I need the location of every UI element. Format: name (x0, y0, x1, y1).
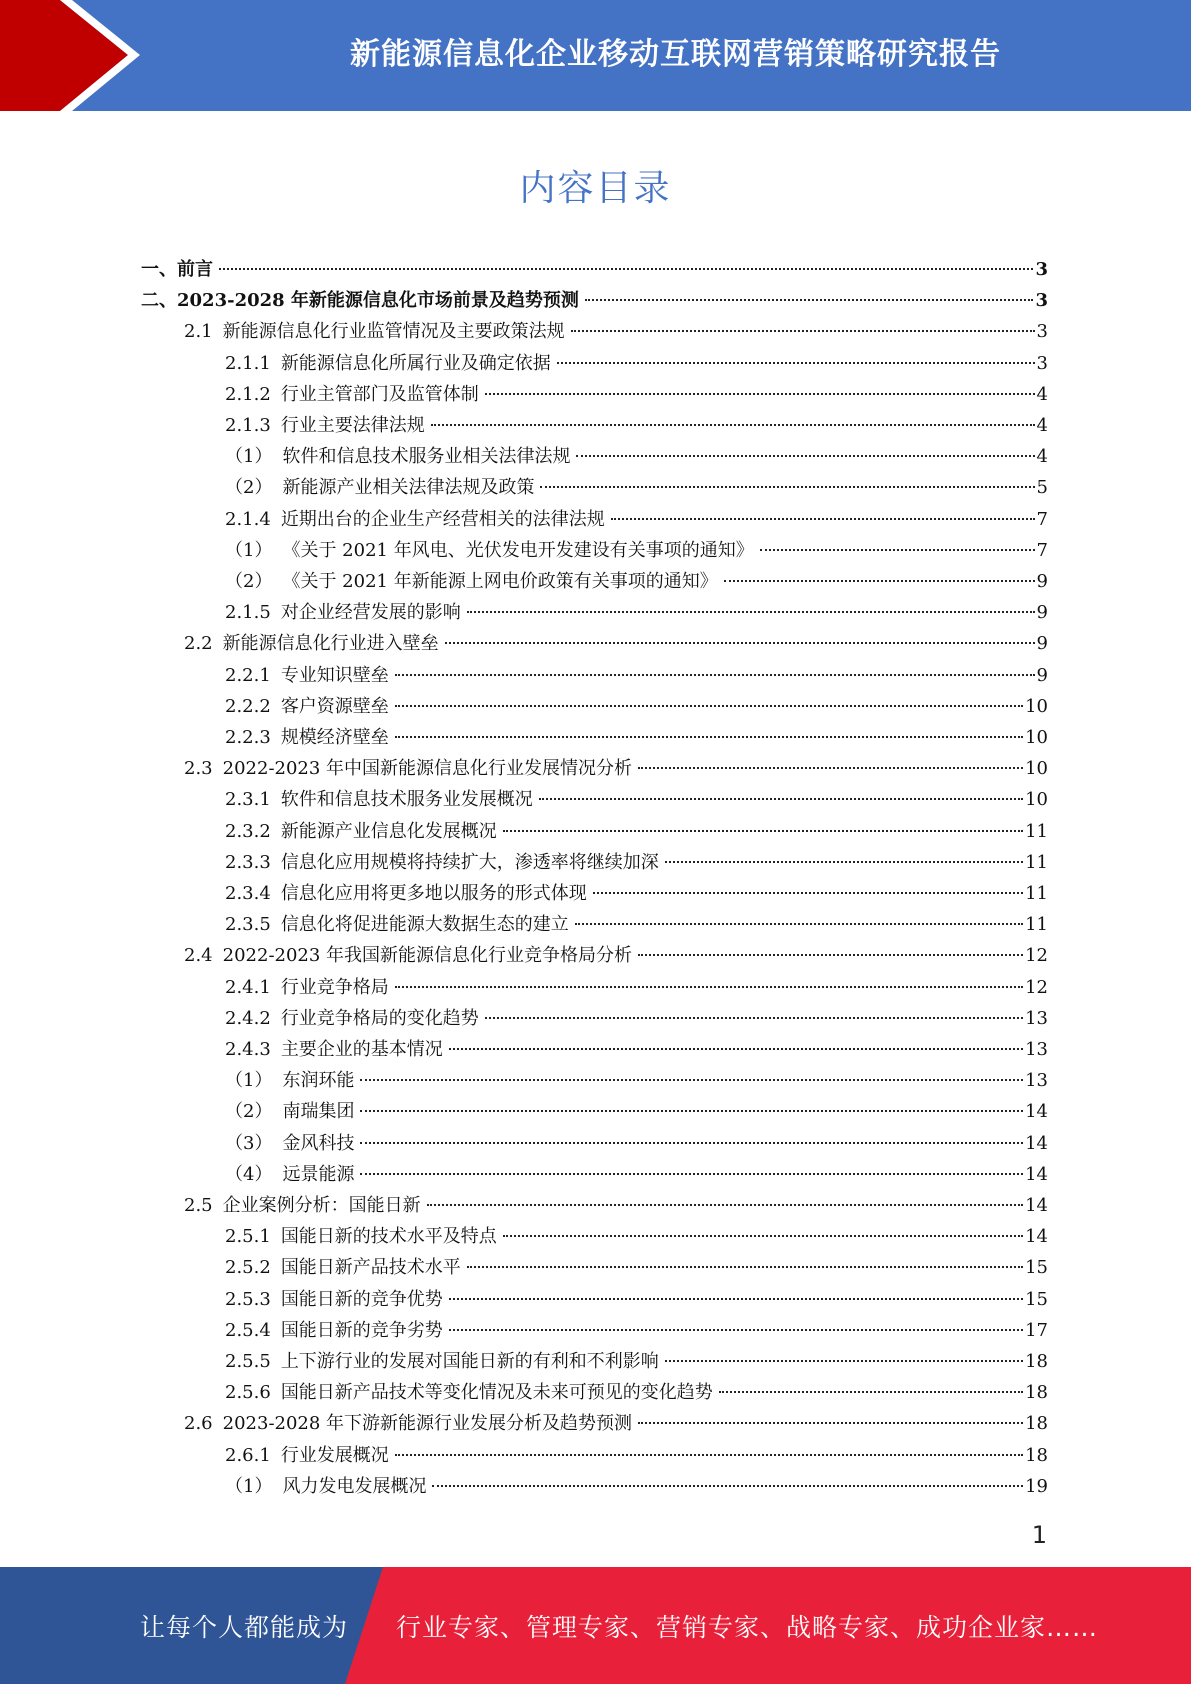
toc-entry-number: 2.5.4 (225, 1319, 271, 1341)
toc-entry[interactable] (0, 1065, 1191, 1096)
header-banner (0, 0, 1191, 111)
toc-entry[interactable] (0, 1190, 1191, 1221)
footer-slogan-left: 让每个人都能成为 (140, 1612, 349, 1642)
toc-entry[interactable] (0, 847, 1191, 878)
toc-entry-page: 3 (1036, 352, 1048, 374)
toc-entry-number: （3） (225, 1132, 273, 1154)
toc-entry-page: 10 (1025, 727, 1048, 748)
toc-dot-leader (638, 1421, 1023, 1424)
toc-entry-title: 国能日新的竞争优势 (280, 1288, 443, 1310)
toc-dot-leader (575, 922, 1023, 925)
toc-entry-title: 前言 (177, 259, 213, 280)
toc-entry-page: 4 (1036, 446, 1048, 468)
toc-entry-title: 行业主要法律法规 (280, 415, 425, 436)
toc-entry-number: 2.5.2 (225, 1257, 271, 1279)
toc-entry-number: 2.4.1 (225, 976, 271, 998)
toc-entry-title: 专业知识壁垒 (280, 664, 389, 686)
toc-dot-leader (431, 423, 1035, 426)
toc-entry-number: 2.3.5 (225, 914, 271, 936)
toc-entry-page: 10 (1025, 789, 1048, 811)
toc-entry-number: 一、 (141, 259, 177, 280)
toc-entry-title: 近期出台的企业生产经营相关的法律法规 (280, 508, 605, 530)
toc-entry-number: 2.1.3 (225, 415, 271, 436)
toc-entry-number: 2.4 (184, 945, 213, 967)
toc-entry-page: 11 (1025, 820, 1048, 842)
toc-entry-page: 9 (1036, 602, 1048, 624)
toc-entry[interactable] (0, 1128, 1191, 1159)
toc-entry-title: 上下游行业的发展对国能日新的有利和不利影响 (280, 1351, 659, 1372)
toc-entry-page: 10 (1025, 758, 1048, 780)
toc-entry-page: 11 (1025, 883, 1048, 904)
toc-entry[interactable] (0, 972, 1191, 1003)
toc-entry-number: 2.1.2 (225, 383, 271, 405)
toc-entry[interactable] (0, 691, 1191, 722)
toc-entry[interactable] (0, 660, 1191, 691)
toc-entry[interactable] (0, 1159, 1191, 1190)
toc-entry-number: （4） (225, 1163, 273, 1185)
toc-dot-leader (485, 392, 1035, 395)
toc-entry-page: 13 (1025, 1039, 1048, 1060)
toc-entry[interactable] (0, 410, 1191, 441)
toc-entry[interactable] (0, 816, 1191, 847)
toc-dot-leader (638, 953, 1023, 956)
toc-entry[interactable] (0, 1315, 1191, 1346)
toc-entry-page: 14 (1025, 1163, 1048, 1185)
toc-dot-leader (360, 1109, 1023, 1112)
toc-entry-number: 2.5.6 (225, 1382, 271, 1404)
footer-banner (0, 1567, 1191, 1684)
toc-dot-leader (449, 1328, 1023, 1331)
toc-dot-leader (760, 548, 1035, 551)
toc-entry-number: 2.3.2 (225, 820, 271, 842)
toc-entry-title: 国能日新产品技术水平 (280, 1257, 461, 1279)
toc-entry-number: 2.6.1 (225, 1444, 271, 1466)
toc-entry-title: 新能源信息化行业进入壁垒 (222, 633, 439, 655)
toc-entry-page: 4 (1036, 415, 1048, 436)
toc-entry-page: 14 (1025, 1132, 1048, 1154)
toc-entry-number: 2.2.3 (225, 727, 271, 748)
footer-slogan-right: 行业专家、管理专家、营销专家、战略专家、成功企业家…… (396, 1612, 1099, 1642)
toc-entry-title: 客户资源壁垒 (280, 695, 389, 717)
toc-entry-page: 9 (1036, 633, 1048, 655)
toc-entry[interactable] (0, 566, 1191, 597)
toc-entry-number: 2.2.1 (225, 664, 271, 686)
toc-entry-title: 风力发电发展概况 (282, 1475, 427, 1497)
toc-entry[interactable] (0, 1471, 1191, 1502)
toc-entry-number: （1） (225, 1070, 273, 1092)
toc-entry[interactable] (0, 784, 1191, 815)
toc-entry-title: 国能日新的竞争劣势 (280, 1319, 443, 1341)
toc-entry[interactable] (0, 597, 1191, 628)
toc-entry-title: 远景能源 (282, 1163, 355, 1185)
toc-entry[interactable] (0, 1034, 1191, 1065)
toc-entry-page: 14 (1025, 1195, 1048, 1216)
toc-entry-number: 2.2.2 (225, 695, 271, 717)
toc-entry-number: （1） (225, 1475, 273, 1497)
report-title: 新能源信息化企业移动互联网营销策略研究报告 (350, 36, 1001, 72)
toc-entry-number: 2.5.3 (225, 1288, 271, 1310)
toc-dot-leader (432, 1484, 1023, 1487)
toc-entry[interactable] (0, 1003, 1191, 1034)
toc-entry-title: 国能日新产品技术等变化情况及未来可预见的变化趋势 (280, 1382, 713, 1404)
toc-entry[interactable] (0, 1346, 1191, 1377)
toc-entry[interactable] (0, 535, 1191, 566)
toc-entry[interactable] (0, 441, 1191, 472)
toc-dot-leader (449, 1297, 1023, 1300)
toc-entry-number: 2.1.1 (225, 352, 271, 374)
toc-entry-title: 信息化应用规模将持续扩大，渗透率将继续加深 (280, 851, 659, 873)
toc-entry-number: 2.3.1 (225, 789, 271, 811)
toc-entry-page: 14 (1025, 1101, 1048, 1123)
toc-dot-leader (665, 1359, 1023, 1362)
toc-entry-title: 2022-2023 年中国新能源信息化行业发展情况分析 (222, 758, 633, 780)
chevron-arrow-icon (0, 0, 160, 111)
toc-dot-leader (395, 1453, 1023, 1456)
toc-entry-title: 软件和信息技术服务业相关法律法规 (282, 446, 571, 468)
toc-dot-leader (449, 1047, 1023, 1050)
toc-entry[interactable] (0, 628, 1191, 659)
toc-entry-page: 13 (1025, 1007, 1048, 1029)
toc-entry-title: 新能源产业相关法律法规及政策 (282, 477, 535, 499)
toc-entry[interactable] (0, 254, 1191, 285)
toc-dot-leader (395, 735, 1023, 738)
toc-entry[interactable] (0, 1440, 1191, 1471)
toc-entry-title: 2023-2028 年新能源信息化市场前景及趋势预测 (177, 290, 579, 312)
toc-entry-page: 7 (1036, 539, 1048, 561)
toc-entry-title: 南瑞集团 (282, 1101, 355, 1123)
toc-entry[interactable] (0, 909, 1191, 940)
toc-entry-title: 行业竞争格局的变化趋势 (280, 1007, 479, 1029)
toc-entry-title: 2023-2028 年下游新能源行业发展分析及趋势预测 (222, 1413, 633, 1435)
toc-entry-title: 行业竞争格局 (280, 976, 389, 998)
toc-entry-title: 信息化将促进能源大数据生态的建立 (280, 914, 569, 936)
toc-entry-page: 17 (1025, 1319, 1048, 1341)
toc-entry-number: （2） (225, 1101, 273, 1123)
toc-entry-page: 13 (1025, 1070, 1048, 1092)
toc-dot-leader (360, 1078, 1023, 1081)
toc-dot-leader (665, 860, 1023, 863)
toc-entry-page: 12 (1025, 976, 1048, 998)
toc-entry-number: 二、 (141, 290, 177, 312)
toc-entry-number: 2.5 (184, 1195, 213, 1216)
toc-entry-page: 3 (1035, 259, 1048, 280)
toc-entry-page: 15 (1025, 1288, 1048, 1310)
toc-entry[interactable] (0, 316, 1191, 347)
toc-entry-number: 2.4.3 (225, 1039, 271, 1060)
toc-entry[interactable] (0, 1377, 1191, 1408)
toc-dot-leader (503, 1234, 1023, 1237)
toc-dot-leader (557, 361, 1035, 364)
toc-dot-leader (445, 641, 1035, 644)
toc-entry-page: 18 (1025, 1444, 1048, 1466)
toc-entry[interactable] (0, 1252, 1191, 1283)
toc-entry[interactable] (0, 472, 1191, 503)
toc-entry[interactable] (0, 504, 1191, 535)
toc-dot-leader (638, 766, 1023, 769)
toc-entry-number: 2.1.4 (225, 508, 271, 530)
toc-entry-number: 2.5.5 (225, 1351, 271, 1372)
toc-dot-leader (719, 1390, 1023, 1393)
toc-entry[interactable] (0, 722, 1191, 753)
toc-entry-page: 9 (1036, 571, 1048, 592)
toc-dot-leader (571, 329, 1035, 332)
toc-entry-number: 2.3 (184, 758, 213, 780)
toc-entry-number: 2.1 (184, 321, 213, 343)
page-number: 1 (1031, 1521, 1047, 1549)
toc-entry-title: 东润环能 (282, 1070, 355, 1092)
toc-dot-leader (611, 517, 1035, 520)
toc-dot-leader (576, 454, 1034, 457)
toc-dot-leader (503, 829, 1023, 832)
toc-entry-title: 行业发展概况 (280, 1444, 389, 1466)
toc-entry-page: 3 (1035, 290, 1048, 312)
toc-entry-title: 信息化应用将更多地以服务的形式体现 (280, 883, 587, 904)
toc-entry-number: 2.2 (184, 633, 213, 655)
toc-entry-number: （2） (225, 477, 273, 499)
toc-dot-leader (360, 1141, 1023, 1144)
toc-entry[interactable] (0, 379, 1191, 410)
toc-entry-title: 新能源产业信息化发展概况 (280, 820, 497, 842)
toc-entry-title: 行业主管部门及监管体制 (280, 383, 479, 405)
toc-dot-leader (593, 891, 1023, 894)
toc-entry-title: 《关于 2021 年风电、光伏发电开发建设有关事项的通知》 (282, 539, 754, 561)
toc-entry[interactable] (0, 940, 1191, 971)
toc-dot-leader (395, 985, 1023, 988)
toc-dot-leader (219, 267, 1033, 270)
toc-entry-page: 7 (1036, 508, 1048, 530)
toc-entry-title: 企业案例分析：国能日新 (222, 1195, 421, 1216)
toc-entry-page: 9 (1036, 664, 1048, 686)
toc-entry-number: 2.1.5 (225, 602, 271, 624)
toc-dot-leader (540, 485, 1034, 488)
toc-entry[interactable] (0, 878, 1191, 909)
toc-entry-number: （1） (225, 446, 273, 468)
toc-entry-title: 国能日新的技术水平及特点 (280, 1226, 497, 1248)
toc-entry-page: 18 (1025, 1351, 1048, 1372)
toc-entry[interactable] (0, 1221, 1191, 1252)
toc-entry[interactable] (0, 1408, 1191, 1439)
toc-entry-number: （1） (225, 539, 273, 561)
toc-dot-leader (485, 1016, 1023, 1019)
toc-dot-leader (395, 673, 1035, 676)
toc-entry-page: 11 (1025, 914, 1048, 936)
toc-entry-number: （2） (225, 571, 273, 592)
toc-entry-title: 新能源信息化所属行业及确定依据 (280, 352, 551, 374)
toc-entry-page: 15 (1025, 1257, 1048, 1279)
toc-entry-title: 主要企业的基本情况 (280, 1039, 443, 1060)
toc-entry-page: 11 (1025, 851, 1048, 873)
toc-entry[interactable] (0, 348, 1191, 379)
toc-dot-leader (724, 579, 1035, 582)
toc-entry-title: 软件和信息技术服务业发展概况 (280, 789, 533, 811)
toc-dot-leader (360, 1172, 1023, 1175)
toc-dot-leader (467, 610, 1035, 613)
toc-dot-leader (427, 1203, 1023, 1206)
toc-entry-number: 2.3.3 (225, 851, 271, 873)
toc-entry-page: 5 (1036, 477, 1048, 499)
toc-entry[interactable] (0, 1284, 1191, 1315)
toc-entry[interactable] (0, 1096, 1191, 1127)
toc-entry-title: 《关于 2021 年新能源上网电价政策有关事项的通知》 (282, 571, 718, 592)
toc-entry-page: 18 (1025, 1413, 1048, 1435)
toc-entry-title: 2022-2023 年我国新能源信息化行业竞争格局分析 (222, 945, 633, 967)
toc-entry-title: 金风科技 (282, 1132, 355, 1154)
toc-entry-title: 对企业经营发展的影响 (280, 602, 461, 624)
toc-entry-page: 4 (1036, 383, 1048, 405)
toc-entry-number: 2.5.1 (225, 1226, 271, 1248)
toc-entry-number: 2.4.2 (225, 1007, 271, 1029)
toc-heading: 内容目录 (519, 168, 672, 209)
toc-dot-leader (539, 797, 1023, 800)
toc-entry-page: 3 (1036, 321, 1048, 343)
toc-dot-leader (467, 1265, 1023, 1268)
toc-entry-page: 18 (1025, 1382, 1048, 1404)
toc-entry-title: 新能源信息化行业监管情况及主要政策法规 (222, 321, 565, 343)
toc-dot-leader (585, 298, 1034, 301)
toc-entry[interactable] (0, 753, 1191, 784)
toc-entry-number: 2.6 (184, 1413, 213, 1435)
toc-entry[interactable] (0, 285, 1191, 316)
toc-dot-leader (395, 704, 1023, 707)
toc-entry-page: 19 (1025, 1475, 1048, 1497)
toc-entry-title: 规模经济壁垒 (280, 727, 389, 748)
toc-entry-page: 10 (1025, 695, 1048, 717)
toc-entry-number: 2.3.4 (225, 883, 271, 904)
toc-entry-page: 14 (1025, 1226, 1048, 1248)
toc-entry-page: 12 (1025, 945, 1048, 967)
